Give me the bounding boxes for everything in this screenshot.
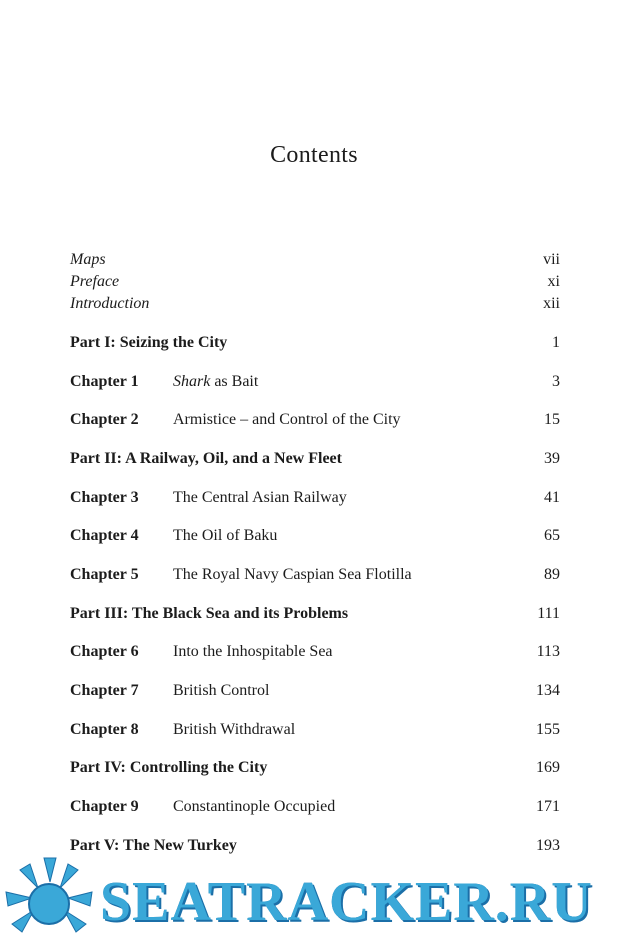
toc-chapter-6[interactable]	[70, 641, 560, 663]
toc-chapter-8[interactable]	[70, 719, 560, 741]
toc-chapter-title	[173, 371, 258, 393]
toc-entry-label: Preface	[70, 273, 120, 290]
toc-chapter-label: Chapter 6	[70, 643, 139, 660]
toc-page-number: xii	[543, 295, 560, 312]
toc-chapter-label: Chapter 9	[70, 798, 139, 815]
toc-page-number: 169	[536, 759, 560, 776]
toc-page-number: 39	[544, 450, 560, 467]
toc-chapter-3[interactable]	[70, 487, 560, 509]
toc-chapter-label: Chapter 5	[70, 566, 139, 583]
toc-page-number: 41	[544, 489, 560, 506]
toc-chapter-9[interactable]	[70, 796, 560, 818]
toc-chapter-title: British Control	[173, 682, 270, 699]
toc-chapter-4[interactable]	[70, 525, 560, 547]
toc-page-number: xi	[547, 273, 560, 290]
toc-chapter-label: Chapter 1	[70, 373, 139, 390]
watermark	[0, 848, 628, 950]
ship-name: Shark	[173, 373, 211, 390]
toc-page-number: 171	[536, 798, 560, 815]
toc-page-number: 111	[537, 605, 560, 622]
toc-entry-label: Introduction	[70, 295, 150, 312]
toc-page-number: 155	[536, 721, 560, 738]
toc-chapter-label: Chapter 8	[70, 721, 139, 738]
toc-page-number: 193	[536, 837, 560, 854]
toc-chapter-title: Into the Inhospitable Sea	[173, 643, 333, 660]
toc-chapter-1[interactable]	[70, 371, 560, 393]
toc-page-number: 3	[552, 373, 560, 390]
toc-part-4[interactable]	[70, 757, 560, 779]
toc-chapter-label: Chapter 4	[70, 527, 139, 544]
toc-entry-introduction[interactable]	[70, 293, 560, 315]
toc-page-number: 89	[544, 566, 560, 583]
toc-chapter-2[interactable]	[70, 409, 560, 431]
toc-chapter-7[interactable]	[70, 680, 560, 702]
toc-part-label: Part V: The New Turkey	[70, 837, 237, 854]
toc-page-number: 134	[536, 682, 560, 699]
toc-chapter-title: Armistice – and Control of the City	[173, 411, 401, 428]
toc-part-1[interactable]	[70, 332, 560, 354]
toc-part-3[interactable]	[70, 603, 560, 625]
toc-chapter-label: Chapter 2	[70, 411, 139, 428]
toc-part-2[interactable]	[70, 448, 560, 470]
sun-logo-icon	[0, 848, 100, 950]
toc-entry-preface[interactable]	[70, 271, 560, 293]
toc-chapter-title: The Central Asian Railway	[173, 489, 347, 506]
toc-page-number: 65	[544, 527, 560, 544]
toc-page-number: 113	[536, 643, 560, 660]
toc-entry-label: Maps	[70, 251, 106, 268]
toc-page-number: 1	[552, 334, 560, 351]
toc-chapter-label: Chapter 7	[70, 682, 139, 699]
toc-chapter-title: The Royal Navy Caspian Sea Flotilla	[173, 566, 412, 583]
watermark-text: SEATRACKER.RU	[100, 871, 593, 933]
toc-chapter-5[interactable]	[70, 564, 560, 586]
toc-part-label: Part IV: Controlling the City	[70, 759, 268, 776]
toc-chapter-label: Chapter 3	[70, 489, 139, 506]
toc-chapter-title: The Oil of Baku	[173, 527, 278, 544]
toc-part-label: Part II: A Railway, Oil, and a New Fleet	[70, 450, 342, 467]
toc-page-number: 15	[544, 411, 560, 428]
toc-chapter-title: Constantinople Occupied	[173, 798, 336, 815]
toc-part-label: Part III: The Black Sea and its Problems	[70, 605, 349, 622]
page-title: Contents	[270, 142, 358, 168]
toc-part-label: Part I: Seizing the City	[70, 334, 228, 351]
toc-chapter-title-rest: as Bait	[210, 373, 259, 390]
toc-page-number: vii	[543, 251, 560, 268]
toc-entry-maps[interactable]	[70, 249, 560, 271]
toc-chapter-title: British Withdrawal	[173, 721, 296, 738]
